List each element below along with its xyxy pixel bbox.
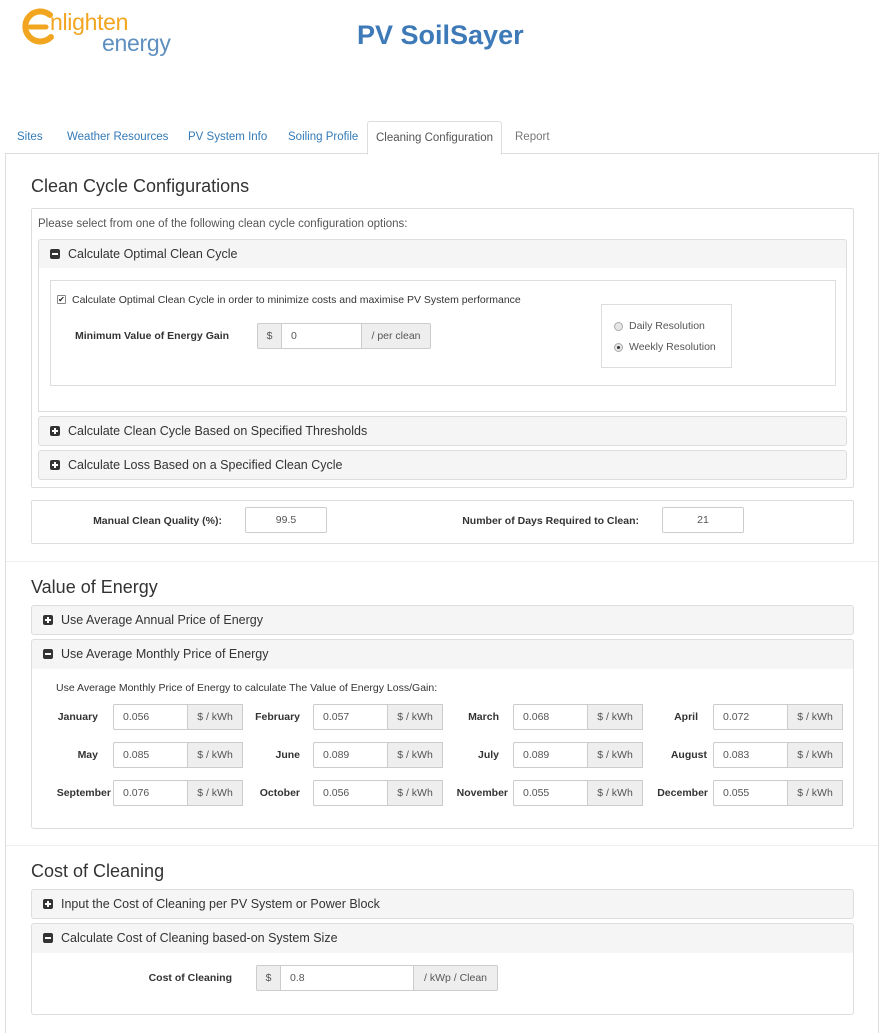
optimal-checkbox-label: Calculate Optimal Clean Cycle in order to minimize costs and maximise PV System performance [72, 294, 521, 306]
unit-addon-july: $ / kWh [587, 742, 643, 768]
price-input-october[interactable]: 0.056 [313, 780, 388, 806]
unit-addon-august: $ / kWh [787, 742, 843, 768]
month-label-april: April [674, 711, 698, 723]
specified-cycle-header[interactable] [38, 450, 847, 480]
price-input-january[interactable]: 0.056 [113, 704, 188, 730]
unit-addon-april: $ / kWh [787, 704, 843, 730]
annual-price-header[interactable] [31, 605, 854, 635]
specified-cycle-title: Calculate Loss Based on a Specified Clean Cycle [68, 458, 343, 472]
tab-content [5, 153, 879, 1033]
daily-resolution-label: Daily Resolution [629, 320, 705, 332]
price-input-march[interactable]: 0.068 [513, 704, 588, 730]
optimal-clean-cycle-body [38, 268, 847, 412]
monthly-price-header[interactable] [31, 639, 854, 670]
monthly-price-title: Use Average Monthly Price of Energy [61, 647, 269, 661]
thresholds-title: Calculate Clean Cycle Based on Specified Thresholds [68, 424, 368, 438]
cost-of-cleaning-input[interactable]: 0.8 [280, 965, 414, 991]
price-input-april[interactable]: 0.072 [713, 704, 788, 730]
manual-clean-quality-label: Manual Clean Quality (%): [93, 515, 222, 527]
plus-square-icon [50, 426, 60, 436]
cost-per-system-header[interactable] [31, 889, 854, 919]
month-label-july: July [477, 749, 499, 761]
min-energy-gain-input[interactable]: 0 [281, 323, 362, 349]
unit-addon-october: $ / kWh [387, 780, 443, 806]
unit-addon-september: $ / kWh [187, 780, 243, 806]
section-divider [6, 561, 878, 562]
manual-clean-quality-input[interactable]: 99.5 [245, 507, 327, 533]
logo-word-energy: energy [102, 30, 171, 56]
month-label-september: September [56, 787, 111, 799]
annual-price-title: Use Average Annual Price of Energy [61, 613, 263, 627]
minus-square-icon [43, 933, 53, 943]
min-gain-currency-addon: $ [257, 323, 282, 349]
section-divider [6, 845, 878, 846]
unit-addon-march: $ / kWh [587, 704, 643, 730]
month-label-february: February [255, 711, 300, 723]
cost-system-size-title: Calculate Cost of Cleaning based-on System Size [61, 931, 338, 945]
optimal-checkbox[interactable]: ✔ [58, 295, 65, 304]
unit-addon-june: $ / kWh [387, 742, 443, 768]
unit-addon-december: $ / kWh [787, 780, 843, 806]
clean-cycle-title: Clean Cycle Configurations [31, 176, 250, 196]
monthly-price-body [31, 669, 854, 829]
month-label-march: March [468, 711, 499, 723]
monthly-price-desc: Use Average Monthly Price of Energy to calculate The Value of Energy Loss/Gain: [56, 682, 438, 694]
plus-square-icon [43, 615, 53, 625]
unit-addon-november: $ / kWh [587, 780, 643, 806]
clean-cycle-prompt: Please select from one of the following clean cycle configuration options: [38, 218, 408, 230]
price-input-july[interactable]: 0.089 [513, 742, 588, 768]
min-energy-gain-label: Minimum Value of Energy Gain [75, 330, 230, 342]
price-input-september[interactable]: 0.076 [113, 780, 188, 806]
cost-system-size-body [31, 953, 854, 1015]
cost-of-cleaning-label: Cost of Cleaning [148, 972, 232, 984]
resolution-options [601, 304, 732, 368]
value-of-energy-title: Value of Energy [31, 577, 158, 597]
tab-report[interactable]: Report [515, 131, 550, 143]
weekly-resolution-label: Weekly Resolution [629, 341, 716, 353]
month-label-december: December [657, 787, 708, 799]
plus-square-icon [50, 460, 60, 470]
price-input-may[interactable]: 0.085 [113, 742, 188, 768]
cost-of-cleaning-title: Cost of Cleaning [31, 861, 165, 881]
clean-cycle-options [31, 208, 854, 488]
cost-per-system-title: Input the Cost of Cleaning per PV System or Power Block [61, 897, 380, 911]
month-label-november: November [456, 787, 508, 799]
min-gain-suffix-addon: / per clean [361, 323, 431, 349]
thresholds-header[interactable] [38, 416, 847, 446]
month-label-january: January [57, 711, 98, 723]
tab-weather-resources[interactable]: Weather Resources [67, 131, 169, 143]
price-input-june[interactable]: 0.089 [313, 742, 388, 768]
plus-square-icon [43, 899, 53, 909]
month-label-october: October [259, 787, 300, 799]
optimal-clean-cycle-title: Calculate Optimal Clean Cycle [68, 247, 238, 261]
tab-pv-system-info[interactable]: PV System Info [188, 131, 268, 143]
cost-unit-addon: / kWp / Clean [413, 965, 498, 991]
nav-tabs [5, 121, 879, 154]
enlighten-energy-logo [20, 6, 180, 58]
month-label-june: June [275, 749, 300, 761]
price-input-february[interactable]: 0.057 [313, 704, 388, 730]
app-title: PV SoilSayer [357, 20, 524, 50]
daily-resolution-radio[interactable] [614, 322, 623, 331]
cost-currency-addon: $ [256, 965, 281, 991]
cost-system-size-header[interactable] [31, 923, 854, 954]
days-to-clean-label: Number of Days Required to Clean: [462, 515, 639, 527]
weekly-resolution-radio[interactable] [614, 343, 623, 352]
minus-square-icon [43, 649, 53, 659]
days-to-clean-input[interactable]: 21 [662, 507, 744, 533]
price-input-august[interactable]: 0.083 [713, 742, 788, 768]
price-input-november[interactable]: 0.055 [513, 780, 588, 806]
month-label-august: August [670, 749, 707, 761]
optimal-clean-cycle-header[interactable] [38, 239, 847, 269]
optimal-settings-well [50, 280, 836, 386]
clean-params-well [31, 500, 854, 544]
minus-square-icon [50, 249, 60, 259]
unit-addon-february: $ / kWh [387, 704, 443, 730]
month-label-may: May [77, 749, 98, 761]
unit-addon-may: $ / kWh [187, 742, 243, 768]
price-input-december[interactable]: 0.055 [713, 780, 788, 806]
tab-sites[interactable]: Sites [17, 131, 43, 143]
tab-soiling-profile[interactable]: Soiling Profile [288, 131, 359, 143]
unit-addon-january: $ / kWh [187, 704, 243, 730]
tab-cleaning-configuration[interactable]: Cleaning Configuration [367, 121, 502, 155]
logo-word-nlighten: nlighten [50, 9, 129, 35]
